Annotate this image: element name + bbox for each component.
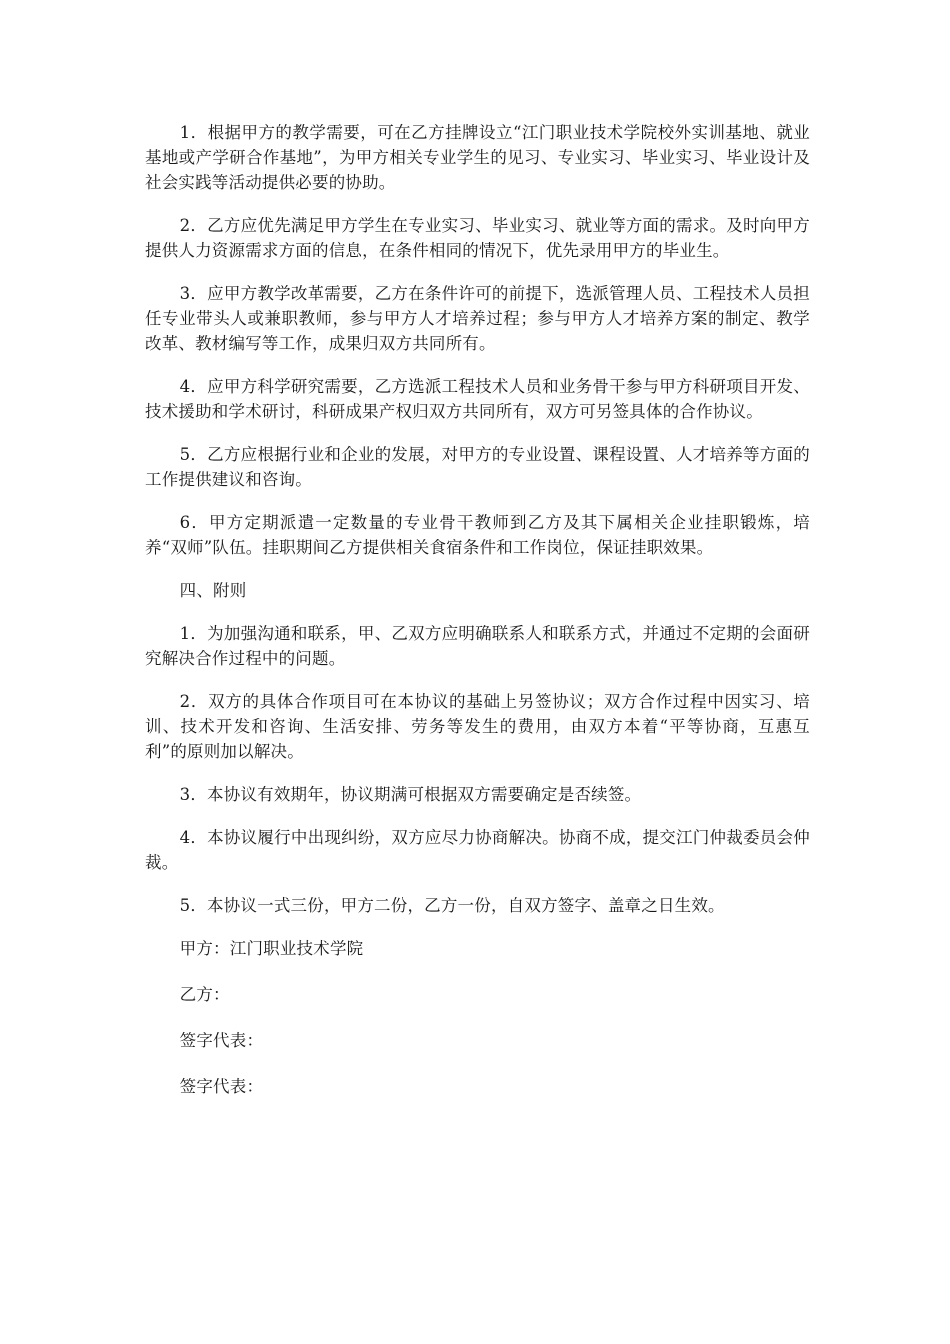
clause-4-1: 1．为加强沟通和联系，甲、乙双方应明确联系人和联系方式，并通过不定期的会面研究解决合作过程中的问题。 bbox=[145, 624, 810, 668]
party-b-signature: 乙方： bbox=[179, 985, 230, 1004]
party-a-signature: 甲方：江门职业技术学院 bbox=[179, 939, 364, 958]
representative-b-signature: 签字代表： bbox=[179, 1077, 264, 1096]
clause-3-4: 4．应甲方科学研究需要，乙方选派工程技术人员和业务骨干参与甲方科研项目开发、技术援助和学术研讨，科研成果产权归双方共同所有，双方可另签具体的合作协议。 bbox=[145, 377, 810, 421]
clause-3-5: 5．乙方应根据行业和企业的发展，对甲方的专业设置、课程设置、人才培养等方面的工作提供建议和咨询。 bbox=[145, 445, 810, 489]
clause-3-1: 1．根据甲方的教学需要，可在乙方挂牌设立“江门职业技术学院校外实训基地、就业基地或产学研合作基地”，为甲方相关专业学生的见习、专业实习、毕业实习、毕业设计及社会实践等活动提供必要的协助。 bbox=[145, 123, 810, 192]
clause-4-3: 3．本协议有效期年，协议期满可根据双方需要确定是否续签。 bbox=[179, 785, 642, 804]
clause-4-5: 5．本协议一式三份，甲方二份，乙方一份，自双方签字、盖章之日生效。 bbox=[179, 896, 725, 915]
clause-3-6: 6．甲方定期派遣一定数量的专业骨干教师到乙方及其下属相关企业挂职锻炼，培养“双师”队伍。挂职期间乙方提供相关食宿条件和工作岗位，保证挂职效果。 bbox=[145, 513, 810, 557]
section-heading-appendix: 四、附则 bbox=[179, 581, 247, 600]
clause-4-4: 4．本协议履行中出现纠纷，双方应尽力协商解决。协商不成，提交江门仲裁委员会仲裁。 bbox=[145, 828, 810, 872]
clause-4-2: 2．双方的具体合作项目可在本协议的基础上另签协议；双方合作过程中因实习、培训、技术开发和咨询、生活安排、劳务等发生的费用，由双方本着“平等协商，互惠互利”的原则加以解决。 bbox=[145, 692, 810, 761]
representative-a-signature: 签字代表： bbox=[179, 1031, 264, 1050]
clause-3-2: 2．乙方应优先满足甲方学生在专业实习、毕业实习、就业等方面的需求。及时向甲方提供人力资源需求方面的信息，在条件相同的情况下，优先录用甲方的毕业生。 bbox=[145, 216, 810, 260]
document-body bbox=[145, 120, 810, 1120]
clause-3-3: 3．应甲方教学改革需要，乙方在条件许可的前提下，选派管理人员、工程技术人员担任专业带头人或兼职教师，参与甲方人才培养过程；参与甲方人才培养方案的制定、教学改革、教材编写等工作，成果归双方共同所有。 bbox=[145, 284, 810, 353]
